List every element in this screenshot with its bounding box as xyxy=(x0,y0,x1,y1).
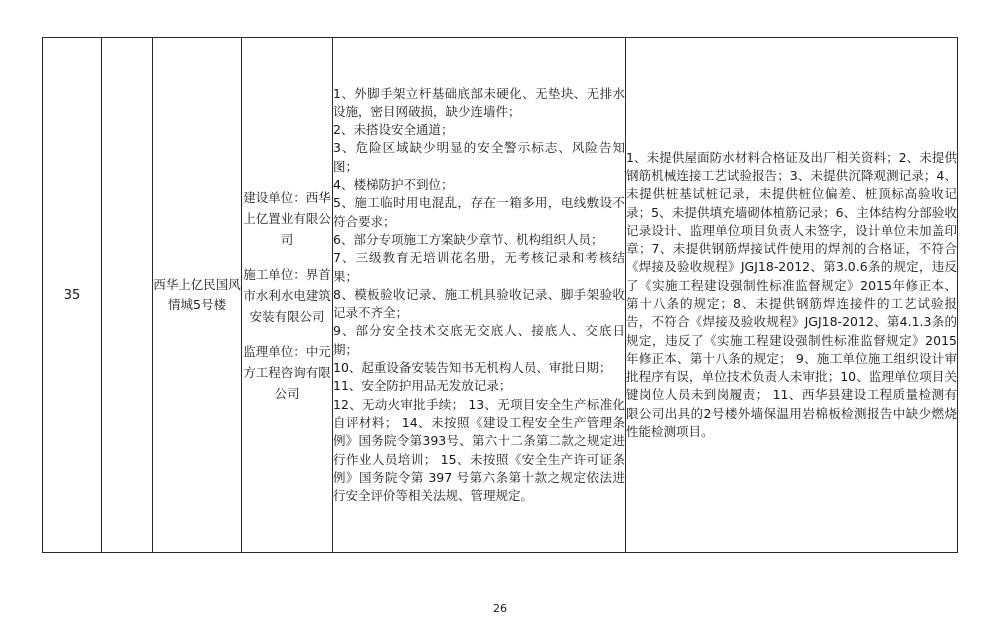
safety-issue-item: 5、施工临时用电混乱，存在一箱多用，电线敷设不符合要求； xyxy=(333,195,625,229)
row-number: 35 xyxy=(43,38,102,553)
project-name: 西华上亿民国风情城5号楼 xyxy=(153,38,242,553)
safety-issue-item: 2、未搭设安全通道； xyxy=(333,122,454,138)
supervision-unit: 监理单位：中元方工程咨询有限公司 xyxy=(243,343,331,401)
contractor-unit: 施工单位：界首市水利水电建筑安装有限公司 xyxy=(243,266,331,324)
safety-issue-item: 9、部分安全技术交底无交底人、接底人、交底日期； xyxy=(333,323,625,357)
inspection-table xyxy=(42,37,958,553)
safety-issue-item: 8、模板验收记录、施工机具验收记录、脚手架验收记录不齐全； xyxy=(333,286,625,321)
table-row xyxy=(43,38,958,553)
safety-issue-item: 7、三级教育无培训花名册，无考核记录和考核结果； xyxy=(333,250,625,284)
page-number: 26 xyxy=(493,602,507,615)
safety-issue-item: 4、楼梯防护不到位； xyxy=(333,177,454,193)
responsible-units xyxy=(242,38,333,553)
construction-unit: 建设单位：西华上亿置业有限公司 xyxy=(243,189,331,247)
safety-issues xyxy=(333,38,626,553)
safety-issue-item: 3、危险区域缺少明显的安全警示标志、风险告知图； xyxy=(333,140,625,174)
safety-issue-item: 10、起重设备安装告知书无机构人员、审批日期； xyxy=(333,360,612,376)
quality-issues: 1、未提供屋面防水材料合格证及出厂相关资料；2、未提供钢筋机械连接工艺试验报告；3、未提供沉降观测记录；4、未提供桩基试桩记录，未提供桩位偏差、桩顶标高验收记录；5、未提供填充墙砌体植筋记录；6、主体结构分部验收记录设计、监理单位项目负责人未签字，设计单位未加盖印章；7、未提供钢筋焊接试件使用的焊剂的合格证，不符合《焊接及验收规程》JGJ18-2012、第3.0.6条的规定，违反了《实施工程建设强制性标准监督规定》2015年修正本、第十八条的规定；8、未提供钢筋焊连接件的工艺试验报告，不符合《焊接及验收规程》JGJ18-2012、第4.1.3条的规定，违反了《实施工程建设强制性标准监督规定》2015年修正本、第十八条的规定； 9、施工单位施工组织设计审批程序有误，单位技术负责人未审批；10、监理单位项目关键岗位人员未到岗履责； 11、西华县建设工程质量检测有限公司出具的2号楼外墙保温用岩棉板检测报告中缺少燃烧性能检测项目。 xyxy=(626,38,958,553)
empty-cell xyxy=(102,38,153,553)
safety-issue-item: 1、外脚手架立杆基础底部未硬化、无垫块、无排水设施，密目网破损，缺少连墙件； xyxy=(333,85,625,119)
safety-issue-item: 12、无动火审批手续； 13、无项目安全生产标准化自评材料； 14、未按照《建设工程安全生产管理条例》国务院令第393号、第六十二条第二款之规定进行作业人员培训； 15、未按照《安全生产许可证条例》国务院令第 397 号第六条第十款之规定依法进行安全评价等相关法规、管理规定。 xyxy=(333,396,625,504)
safety-issue-item: 6、部分专项施工方案缺少章节、机构组织人员； xyxy=(333,231,604,247)
safety-issue-item: 11、安全防护用品无发放记录； xyxy=(333,378,512,394)
